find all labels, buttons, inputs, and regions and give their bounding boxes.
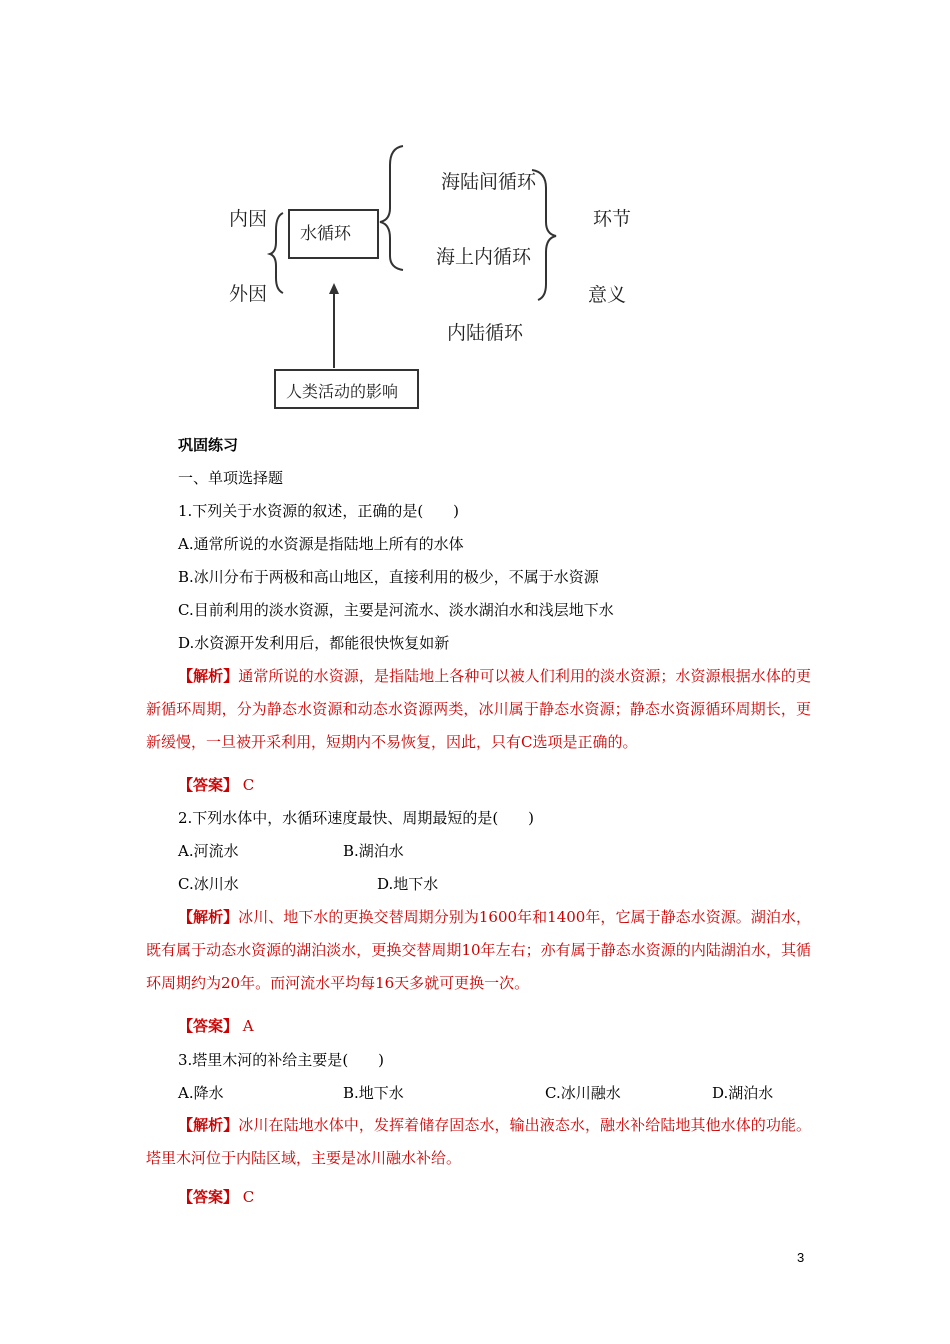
q2-option-a: A.河流水: [178, 842, 239, 860]
q2-option-d: D.地下水: [377, 875, 439, 893]
q2-analysis: [146, 901, 811, 1000]
q1-stem: 1.下列关于水资源的叙述，正确的是( ): [178, 502, 460, 520]
q1-answer-value: C: [242, 776, 255, 794]
q2-stem: 2.下列水体中，水循环速度最快、周期最短的是( ): [178, 809, 535, 827]
q1-option-d: D.水资源开发利用后，都能很快恢复如新: [178, 634, 450, 652]
q3-option-d: D.湖泊水: [712, 1084, 774, 1102]
middle-brace: [380, 146, 403, 270]
water-cycle-box: [288, 209, 379, 259]
q3-option-c: C.冰川融水: [545, 1084, 621, 1102]
diagram-lines: [0, 0, 950, 420]
arrow-head: [329, 283, 339, 294]
q2-option-c: C.冰川水: [178, 875, 239, 893]
q3-analysis-text: 冰川在陆地水体中，发挥着储存固态水，输出液态水，融水补给陆地其他水体的功能。塔里木河位于内陆区域，主要是冰川融水补给。: [146, 1116, 811, 1167]
inner-cause-label: 内因: [229, 208, 268, 230]
q2-analysis-tag: 【解析】: [178, 908, 239, 926]
sea-land-cycle-label: 海陆间循环: [441, 171, 537, 193]
part-title: 一、单项选择题: [178, 469, 284, 487]
q2-answer-tag: 【答案】: [178, 1017, 239, 1035]
q1-analysis: [146, 660, 811, 759]
q3-analysis-tag: 【解析】: [178, 1116, 239, 1134]
water-cycle-label: 水循环: [300, 224, 351, 244]
q1-answer-tag: 【答案】: [178, 776, 239, 794]
left-brace: [270, 213, 283, 293]
q1-answer: [178, 775, 254, 795]
q1-analysis-text: 通常所说的水资源，是指陆地上各种可以被人们利用的淡水资源；水资源根据水体的更新循环周期，分为静态水资源和动态水资源两类，冰川属于静态水资源；静态水资源循环周期长，更新缓慢，一旦被开采利用，短期内不易恢复，因此，只有C选项是正确的。: [146, 667, 811, 751]
human-activity-label: 人类活动的影响: [286, 382, 399, 401]
q1-analysis-tag: 【解析】: [178, 667, 239, 685]
q3-answer-value: C: [242, 1188, 255, 1206]
q1-option-c: C.目前利用的淡水资源，主要是河流水、淡水湖泊水和浅层地下水: [178, 601, 614, 619]
q3-stem: 3.塔里木河的补给主要是( ): [178, 1051, 385, 1069]
q2-analysis-text: 冰川、地下水的更换交替周期分别为1600年和1400年，它属于静态水资源。湖泊水，既有属于动态水资源的湖泊淡水，更换交替周期10年左右；亦有属于静态水资源的内陆湖泊水，其循环周期约为20年。而河流水平均每16天多就可更换一次。: [146, 908, 811, 992]
q3-analysis: [146, 1109, 811, 1175]
inland-cycle-label: 内陆循环: [447, 322, 524, 344]
links-label: 环节: [593, 208, 632, 230]
outer-cause-label: 外因: [229, 283, 268, 305]
section-title: 巩固练习: [178, 436, 239, 454]
q3-answer: [178, 1187, 254, 1207]
page-number: 3: [797, 1250, 805, 1265]
q1-option-b: B.冰川分布于两极和高山地区，直接利用的极少，不属于水资源: [178, 568, 599, 586]
q1-option-a: A.通常所说的水资源是指陆地上所有的水体: [178, 535, 464, 553]
q2-answer: [178, 1016, 254, 1036]
q3-answer-tag: 【答案】: [178, 1188, 239, 1206]
human-activity-box: [274, 369, 419, 409]
q3-option-a: A.降水: [178, 1084, 224, 1102]
ocean-cycle-label: 海上内循环: [436, 246, 532, 268]
q2-answer-value: A: [242, 1017, 254, 1035]
q3-option-b: B.地下水: [343, 1084, 404, 1102]
meaning-label: 意义: [588, 284, 627, 306]
q2-option-b: B.湖泊水: [343, 842, 404, 860]
